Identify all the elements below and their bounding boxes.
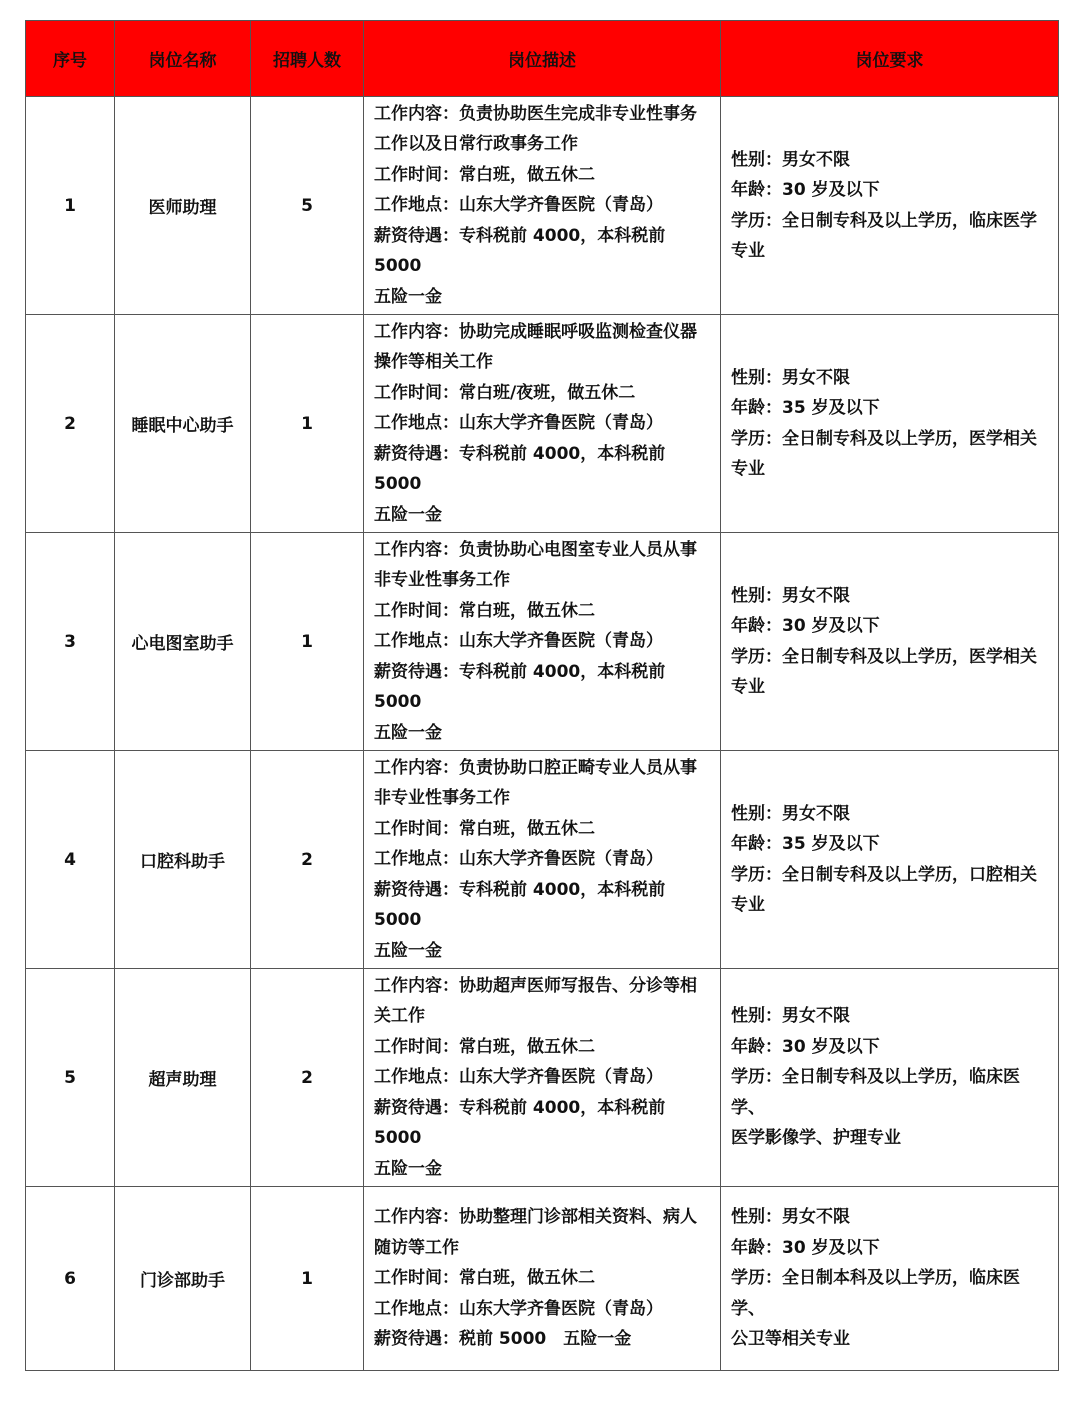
row-no: 6 [26, 1187, 115, 1371]
desc-line: 工作内容：负责协助医生完成非专业性事务 [374, 103, 697, 124]
desc-line: 工作地点：山东大学齐鲁医院（青岛） [374, 413, 663, 434]
desc-line: 五险一金 [374, 504, 442, 525]
desc-line: 五险一金 [374, 722, 442, 743]
req-line: 年龄：30 岁及以下 [731, 616, 880, 636]
header-name: 岗位名称 [115, 21, 251, 97]
desc-line: 工作内容：负责协助口腔正畸专业人员从事 [374, 757, 697, 778]
desc-line: 工作时间：常白班，做五休二 [374, 818, 595, 839]
row-name: 睡眠中心助手 [115, 315, 251, 533]
req-line: 性别：男女不限 [731, 149, 850, 170]
row-no: 5 [26, 969, 115, 1187]
req-line: 公卫等相关专业 [731, 1329, 850, 1350]
row-count: 2 [251, 969, 364, 1187]
header-desc: 岗位描述 [364, 21, 721, 97]
row-desc [364, 533, 721, 751]
row-count: 1 [251, 315, 364, 533]
req-line: 年龄：30 岁及以下 [731, 180, 880, 200]
desc-line: 工作内容：负责协助心电图室专业人员从事 [374, 539, 697, 560]
header-no: 序号 [26, 21, 115, 97]
table-row [26, 315, 1059, 533]
row-req [721, 1187, 1059, 1371]
req-line: 医学影像学、护理专业 [731, 1128, 901, 1149]
req-line: 专业 [731, 895, 765, 915]
row-count: 2 [251, 751, 364, 969]
header-req: 岗位要求 [721, 21, 1059, 97]
req-line: 年龄：35 岁及以下 [731, 398, 880, 418]
desc-line: 五险一金 [374, 1158, 442, 1179]
desc-line: 工作时间：常白班，做五休二 [374, 1268, 595, 1289]
desc-line: 工作内容：协助超声医师写报告、分诊等相 [374, 975, 697, 996]
desc-line: 工作地点：山东大学齐鲁医院（青岛） [374, 1298, 663, 1319]
header-count: 招聘人数 [251, 21, 364, 97]
desc-line: 工作时间：常白班，做五休二 [374, 600, 595, 621]
desc-line: 工作内容：协助整理门诊部相关资料、病人 [374, 1207, 697, 1228]
row-desc [364, 969, 721, 1187]
row-count: 5 [251, 97, 364, 315]
req-line: 学历：全日制专科及以上学历，临床医学 [731, 210, 1037, 231]
desc-line: 工作时间：常白班，做五休二 [374, 164, 595, 185]
req-line: 专业 [731, 241, 765, 261]
desc-line: 工作时间：常白班，做五休二 [374, 1036, 595, 1057]
desc-line: 薪资待遇：专科税前 4000，本科税前 5000 [374, 443, 666, 495]
desc-line: 工作地点：山东大学齐鲁医院（青岛） [374, 631, 663, 652]
row-name: 医师助理 [115, 97, 251, 315]
desc-line: 操作等相关工作 [374, 352, 493, 373]
desc-line: 非专业性事务工作 [374, 788, 510, 809]
row-req [721, 969, 1059, 1187]
desc-line: 薪资待遇：专科税前 4000，本科税前 5000 [374, 661, 666, 713]
row-req [721, 315, 1059, 533]
req-line: 性别：男女不限 [731, 1207, 850, 1228]
req-line: 性别：男女不限 [731, 803, 850, 824]
table-row [26, 97, 1059, 315]
req-line: 专业 [731, 459, 765, 479]
desc-line: 关工作 [374, 1006, 425, 1027]
row-name: 心电图室助手 [115, 533, 251, 751]
desc-line: 工作内容：协助完成睡眠呼吸监测检查仪器 [374, 321, 697, 342]
row-count: 1 [251, 1187, 364, 1371]
row-no: 2 [26, 315, 115, 533]
req-line: 学历：全日制专科及以上学历，临床医学、 [731, 1067, 1020, 1118]
req-line: 学历：全日制本科及以上学历，临床医学、 [731, 1268, 1020, 1319]
req-line: 性别：男女不限 [731, 585, 850, 606]
req-line: 学历：全日制专科及以上学历，医学相关 [731, 646, 1037, 667]
row-req [721, 533, 1059, 751]
desc-line: 工作地点：山东大学齐鲁医院（青岛） [374, 195, 663, 216]
row-desc [364, 1187, 721, 1371]
row-req [721, 97, 1059, 315]
table-row [26, 751, 1059, 969]
row-no: 4 [26, 751, 115, 969]
row-name: 超声助理 [115, 969, 251, 1187]
desc-line: 工作地点：山东大学齐鲁医院（青岛） [374, 1067, 663, 1088]
row-name: 口腔科助手 [115, 751, 251, 969]
req-line: 年龄：30 岁及以下 [731, 1036, 880, 1057]
req-line: 学历：全日制专科及以上学历，口腔相关 [731, 864, 1037, 885]
table-header-row [26, 21, 1059, 97]
table-row [26, 969, 1059, 1187]
desc-line: 薪资待遇：专科税前 4000，本科税前 5000 [374, 879, 666, 931]
table-row [26, 533, 1059, 751]
desc-line: 随访等工作 [374, 1237, 459, 1258]
desc-line: 薪资待遇：专科税前 4000，本科税前 5000 [374, 225, 666, 277]
row-no: 3 [26, 533, 115, 751]
desc-line: 工作以及日常行政事务工作 [374, 134, 578, 155]
desc-line: 薪资待遇：专科税前 4000，本科税前 5000 [374, 1097, 666, 1149]
row-name: 门诊部助手 [115, 1187, 251, 1371]
desc-line: 工作时间：常白班/夜班，做五休二 [374, 382, 636, 403]
row-desc [364, 315, 721, 533]
row-no: 1 [26, 97, 115, 315]
req-line: 专业 [731, 677, 765, 697]
row-desc [364, 751, 721, 969]
row-req [721, 751, 1059, 969]
table-row [26, 1187, 1059, 1371]
desc-line: 五险一金 [374, 940, 442, 961]
req-line: 性别：男女不限 [731, 1006, 850, 1027]
req-line: 年龄：30 岁及以下 [731, 1237, 880, 1258]
desc-line: 非专业性事务工作 [374, 570, 510, 591]
row-count: 1 [251, 533, 364, 751]
req-line: 年龄：35 岁及以下 [731, 834, 880, 854]
desc-line: 五险一金 [374, 286, 442, 307]
req-line: 性别：男女不限 [731, 367, 850, 388]
desc-line: 薪资待遇：税前 5000 五险一金 [374, 1329, 632, 1350]
row-desc [364, 97, 721, 315]
req-line: 学历：全日制专科及以上学历，医学相关 [731, 428, 1037, 449]
desc-line: 工作地点：山东大学齐鲁医院（青岛） [374, 849, 663, 870]
job-table [25, 20, 1059, 1371]
